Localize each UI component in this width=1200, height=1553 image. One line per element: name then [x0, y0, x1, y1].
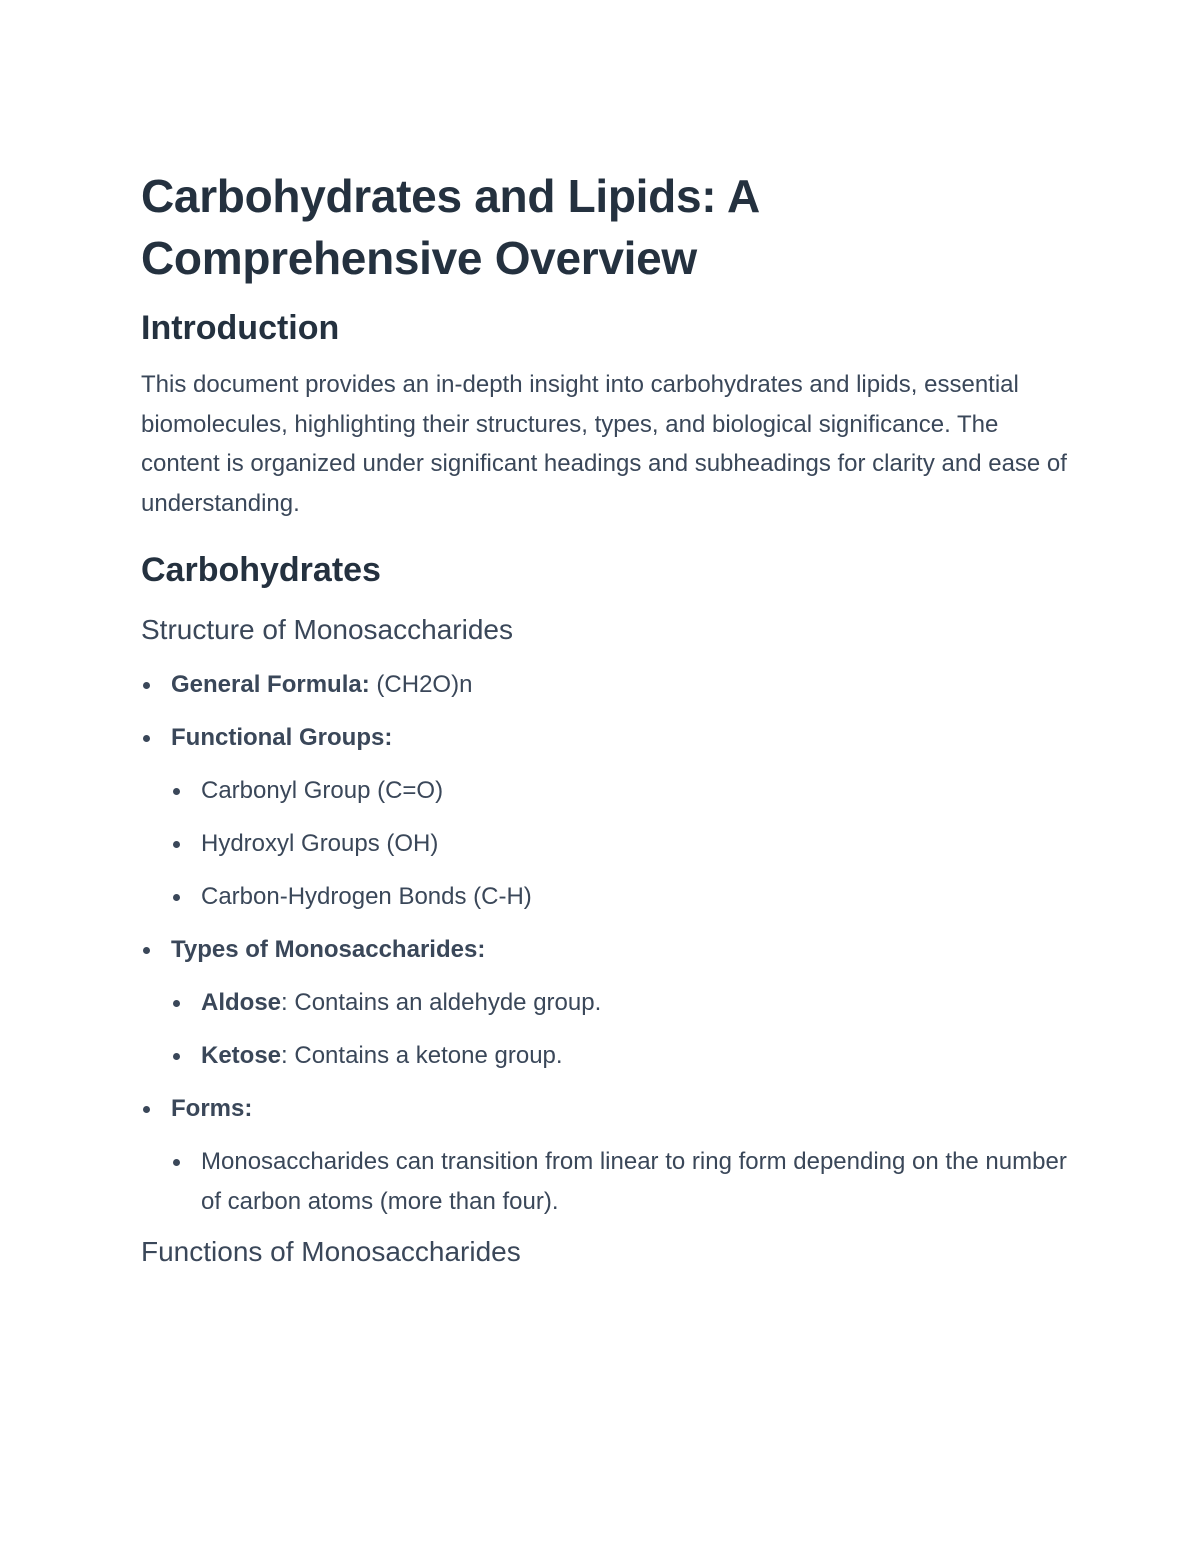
document-title: Carbohydrates and Lipids: A Comprehensive Overview: [141, 170, 759, 284]
introduction-heading: Introduction: [141, 309, 340, 347]
functional-group-item: Carbonyl Group (C=O): [171, 771, 1071, 811]
general-formula-value: (CH2O)n: [376, 671, 473, 698]
type-item-aldose: Aldose: Contains an aldehyde group.: [171, 983, 1071, 1023]
list-item-types: Types of Monosaccharides:: [141, 930, 1071, 970]
forms-label: Forms: [171, 1095, 245, 1122]
structure-of-monosaccharides-heading: Structure of Monosaccharides: [141, 614, 513, 645]
introduction-paragraph: This document provides an in-depth insight into carbohydrates and lipids, essential biomolecules, highlighting their structures, types, and biological significance. The content is organized under significant headings and subheadings for clarity and ease of understanding.: [141, 371, 1067, 517]
type-item-ketose: Ketose: Contains a ketone group.: [171, 1036, 1071, 1076]
functional-group-item: Hydroxyl Groups (OH): [171, 824, 1071, 864]
forms-item: Monosaccharides can transition from linear to ring form depending on the number of carbon atoms (more than four).: [171, 1142, 1071, 1221]
functional-groups-label: Functional Groups: [171, 724, 385, 751]
structure-list: [141, 665, 1071, 1221]
aldose-label: Aldose: [201, 989, 282, 1016]
list-item-forms: Forms:: [141, 1089, 1071, 1129]
ketose-value: Contains a ketone group.: [294, 1042, 563, 1069]
ketose-label: Ketose: [201, 1042, 282, 1069]
general-formula-label: General Formula: [171, 671, 362, 698]
types-label: Types of Monosaccharides: [171, 936, 478, 963]
functional-group-item: Carbon-Hydrogen Bonds (C-H): [171, 877, 1071, 917]
forms-sublist: [141, 1142, 1071, 1221]
types-sublist: [141, 983, 1071, 1076]
aldose-value: Contains an aldehyde group.: [294, 989, 602, 1016]
document-page: [141, 165, 1071, 1271]
list-item-general-formula: General Formula: (CH2O)n: [141, 665, 1071, 705]
functions-of-monosaccharides-heading: Functions of Monosaccharides: [141, 1236, 521, 1267]
carbohydrates-heading: Carbohydrates: [141, 551, 381, 589]
functional-groups-sublist: [141, 771, 1071, 917]
list-item-functional-groups: Functional Groups:: [141, 718, 1071, 758]
